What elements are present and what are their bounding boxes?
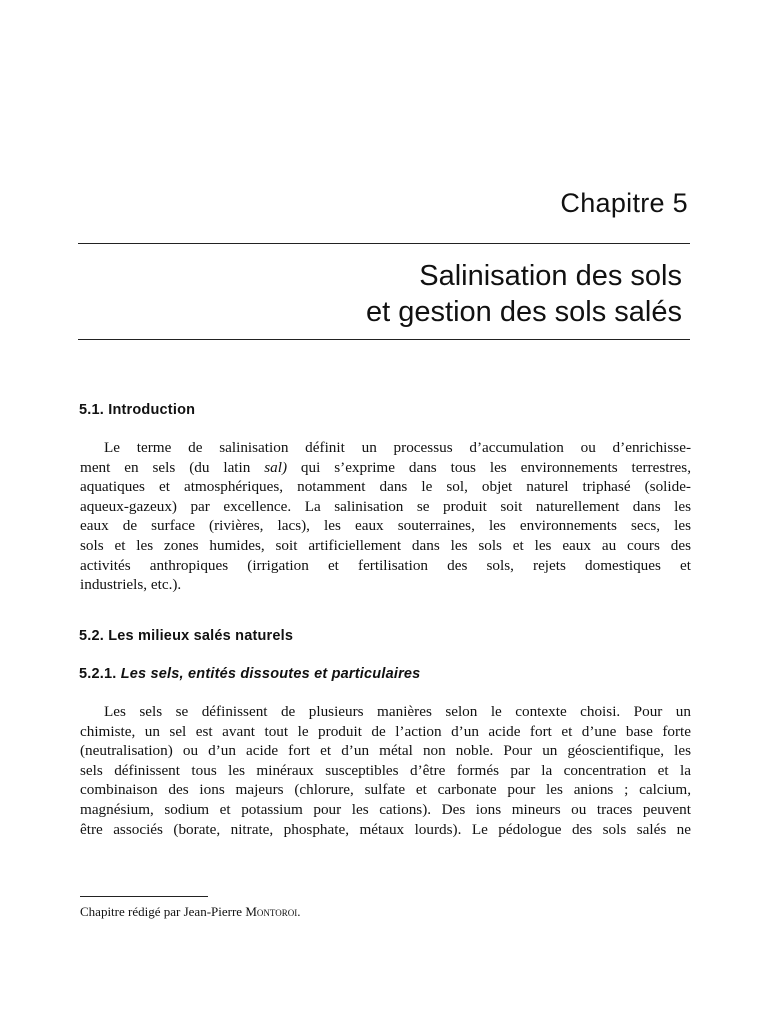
paragraph-line: aqueux-gazeux) par excellence. La salinisation se produit soit naturellement dans les — [80, 497, 691, 515]
paragraph-line: combinaison des ions majeurs (chlorure, sulfate et carbonate pour les anions ; calcium, — [80, 781, 691, 799]
footnote-prefix: Chapitre rédigé par Jean-Pierre — [80, 904, 246, 919]
paragraph-line: sols et les zones humides, soit artificiellement dans les sols et les eaux au cours des — [80, 536, 691, 554]
paragraph-line: être associés (borate, nitrate, phosphate, métaux lourds). Le pédologue des sols salés ne — [80, 820, 691, 838]
paragraph-line: aquatiques et atmosphériques, notamment dans le sol, objet naturel triphasé (solide- — [80, 478, 691, 496]
paragraph-line: Le terme de salinisation définit un processus d’accumulation ou d’enrichisse- — [104, 439, 691, 456]
subsection-title: Les sels, entités dissoutes et particulaires — [120, 666, 421, 682]
sels-paragraph — [80, 702, 691, 839]
paragraph-line: activités anthropiques (irrigation et fertilisation des sols, rejets domestiques et — [80, 556, 691, 574]
section-heading-introduction: 5.1. Introduction — [79, 402, 196, 418]
paragraph-line: eaux de surface (rivières, lacs), les eaux souterraines, les environnements secs, les — [80, 517, 691, 535]
chapter-title — [366, 258, 682, 330]
paragraph-line: industriels, etc.). — [80, 576, 182, 594]
footnote-suffix: . — [297, 904, 301, 919]
chapter-number: Chapitre 5 — [560, 188, 688, 218]
chapter-title-line-1: Salinisation des sols — [419, 260, 682, 292]
paragraph-line: sels définissent tous les minéraux susceptibles d’être formés par la concentration et la — [80, 761, 691, 779]
subsection-heading-sels — [79, 666, 420, 682]
paragraph-line: magnésium, sodium et potassium pour les cations). Des ions mineurs ou traces peuvent — [80, 800, 691, 818]
introduction-paragraph — [80, 438, 691, 595]
paragraph-line: chimiste, un sel est avant tout le produit de l’action d’un acide fort et d’une base forte — [80, 722, 691, 740]
title-rule-top — [78, 243, 690, 244]
footnote — [80, 904, 300, 920]
footnote-rule — [80, 896, 208, 897]
paragraph-line: ment en sels (du latin sal) qui s’exprime dans tous les environnements terrestres, — [80, 458, 691, 476]
footnote-author-surname: Montoroi — [245, 904, 298, 919]
latin-term: sal) — [264, 458, 288, 476]
paragraph-line: (neutralisation) ou d’un acide fort et d’un métal non noble. Pour un géoscientifique, les — [80, 742, 691, 760]
title-rule-bottom — [78, 339, 690, 340]
section-heading-milieux-sales: 5.2. Les milieux salés naturels — [79, 628, 294, 644]
paragraph-line: Les sels se définissent de plusieurs manières selon le contexte choisi. Pour un — [104, 703, 691, 720]
chapter-title-line-2: et gestion des sols salés — [366, 296, 682, 328]
subsection-number: 5.2.1. — [79, 666, 117, 682]
